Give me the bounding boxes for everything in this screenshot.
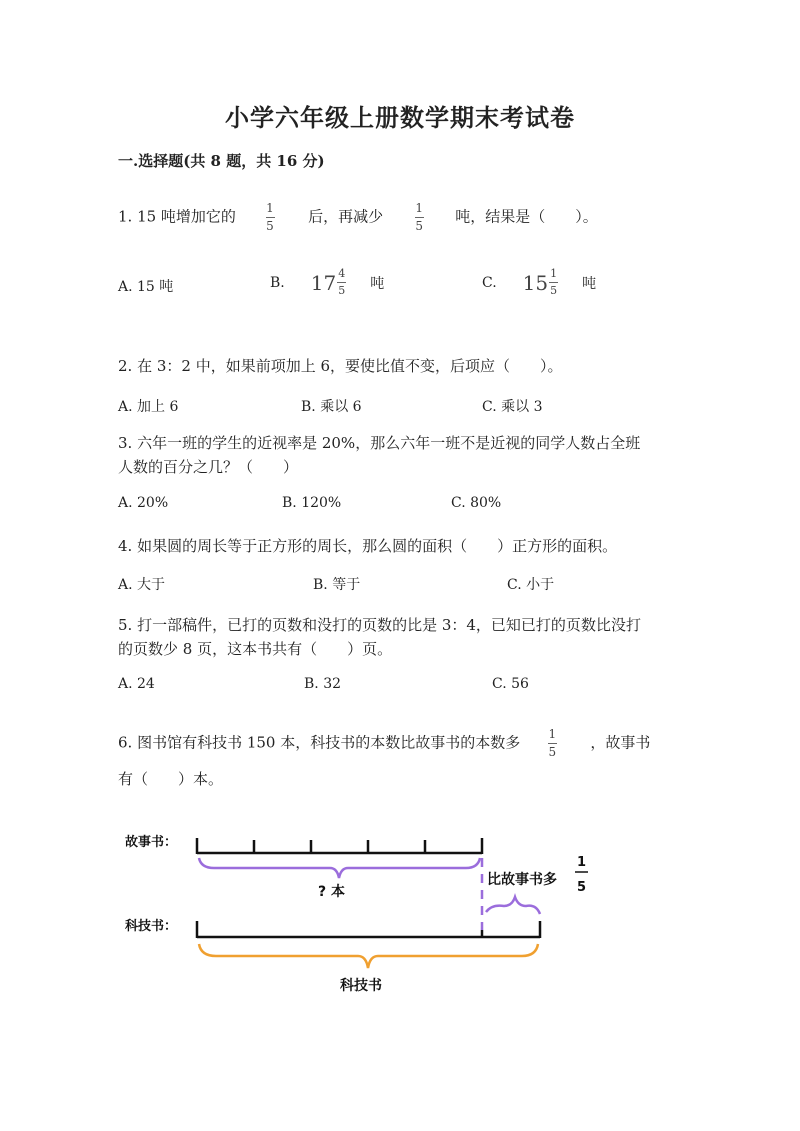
svg-text:5: 5: [577, 880, 587, 895]
q1-option-b-mixed-number: 17 $\frac{4}{5}$: [310, 267, 346, 297]
q2-option-c: C. 乘以 3: [482, 399, 543, 415]
q6-text-b: ，故事书: [590, 733, 651, 752]
story-book-segment: [197, 838, 482, 854]
question-5-line-2: 的页数少 8 页，这本书共有（ ）页。: [118, 640, 393, 658]
science-book-brace: [199, 944, 538, 968]
q3-option-c: C. 80%: [451, 495, 502, 511]
question-4-text: 4. 如果圆的周长等于正方形的周长，那么圆的面积（ ）正方形的面积。: [118, 537, 618, 555]
q1-option-b: B. 17 $\frac{4}{5}$ 吨: [270, 267, 385, 297]
story-book-unknown-label: ? 本: [318, 884, 345, 900]
q6-fraction: $\frac{1}{5}$: [548, 727, 557, 759]
question-5-line-1: 5. 打一部稿件，已打的页数和没打的页数的比是 3：4，已知已打的页数比没打: [118, 616, 641, 634]
question-3-line-2: 人数的百分之几？（ ）: [118, 458, 299, 476]
q1-fraction-1: $\frac{1}{5}$: [266, 201, 274, 233]
science-book-segment: [197, 921, 540, 938]
q4-option-a: A. 大于: [118, 577, 166, 593]
q1-text-c: 吨，结果是（ ）。: [455, 207, 598, 226]
q4-option-c: C. 小于: [507, 577, 555, 593]
q1-option-c: C. 15 $\frac{1}{5}$ 吨: [482, 267, 597, 297]
difference-brace: [486, 897, 540, 914]
page-title: 小学六年级上册数学期末考试卷: [225, 103, 575, 132]
question-2-text: 2. 在 3：2 中，如果前项加上 6，要使比值不变，后项应（ ）。: [118, 357, 563, 375]
science-book-label: 科技书：: [125, 919, 178, 934]
q5-option-c: C. 56: [492, 676, 529, 692]
science-book-bottom-label: 科技书: [340, 978, 382, 994]
q4-option-b: B. 等于: [313, 577, 361, 593]
q6-text-a: 6. 图书馆有科技书 150 本，科技书的本数比故事书的本数多: [118, 733, 521, 752]
question-3-line-1: 3. 六年一班的学生的近视率是 20%，那么六年一班不是近视的同学人数占全班: [118, 434, 641, 452]
more-than-label: 比故事书多: [487, 872, 557, 888]
q2-option-a: A. 加上 6: [118, 399, 179, 415]
story-book-label: 故事书：: [125, 835, 178, 850]
section-heading: 一.选择题(共 8 题，共 16 分): [118, 152, 325, 170]
q1-option-a: A. 15 吨: [118, 279, 174, 295]
q2-option-b: B. 乘以 6: [301, 399, 362, 415]
question-6-line-2: 有（ ）本。: [118, 770, 224, 788]
q5-option-a: A. 24: [118, 676, 155, 692]
story-book-brace: [199, 858, 480, 878]
svg-text:1: 1: [577, 855, 587, 870]
q1-fraction-2: $\frac{1}{5}$: [415, 201, 423, 233]
q1-text-b: 后，再减少: [308, 207, 384, 226]
q1-option-c-mixed-number: 15 $\frac{1}{5}$: [522, 267, 558, 297]
q5-option-b: B. 32: [304, 676, 342, 692]
q3-option-a: A. 20%: [118, 495, 169, 511]
more-than-fraction: [575, 855, 588, 895]
q3-option-b: B. 120%: [282, 495, 342, 511]
q1-text-a: 1. 15 吨增加它的: [118, 207, 236, 226]
